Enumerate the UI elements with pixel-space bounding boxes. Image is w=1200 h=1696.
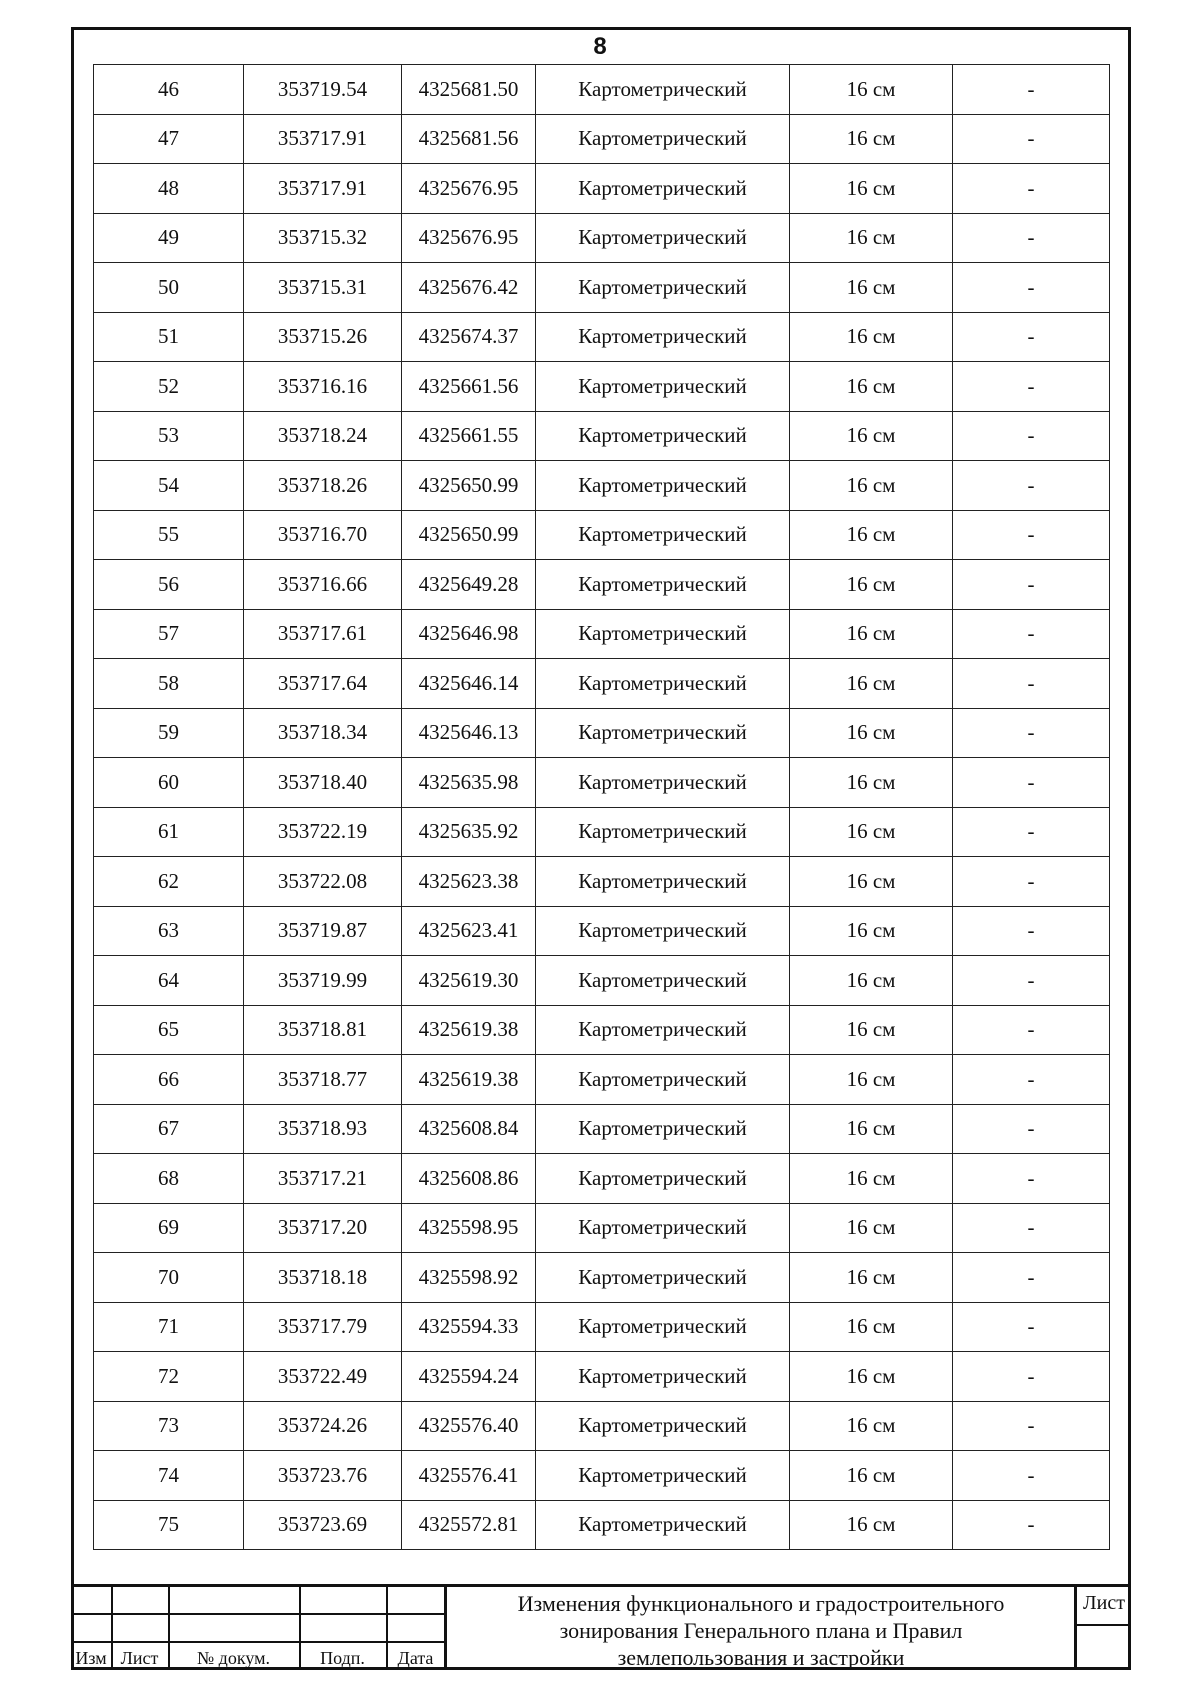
table-row (94, 807, 1110, 857)
x-coordinate-cell: 353718.18 (244, 1253, 402, 1303)
method-cell: Картометрический (536, 807, 790, 857)
y-coordinate-cell: 4325598.95 (402, 1203, 536, 1253)
method-cell: Картометрический (536, 1104, 790, 1154)
y-coordinate-cell: 4325646.14 (402, 659, 536, 709)
y-coordinate-cell: 4325619.38 (402, 1055, 536, 1105)
coordinates-table (93, 64, 1110, 1550)
x-coordinate-cell: 353723.76 (244, 1451, 402, 1501)
method-cell: Картометрический (536, 1055, 790, 1105)
method-cell: Картометрический (536, 164, 790, 214)
accuracy-cell: 16 см (790, 411, 953, 461)
method-cell: Картометрический (536, 312, 790, 362)
note-cell: - (953, 708, 1110, 758)
accuracy-cell: 16 см (790, 758, 953, 808)
document-title (447, 1590, 1075, 1671)
point-number-cell: 63 (94, 906, 244, 956)
point-number-cell: 51 (94, 312, 244, 362)
table-row (94, 857, 1110, 907)
x-coordinate-cell: 353716.70 (244, 510, 402, 560)
stamp-label-sheet: Лист (120, 1648, 159, 1668)
table-row (94, 1005, 1110, 1055)
point-number-cell: 69 (94, 1203, 244, 1253)
accuracy-cell: 16 см (790, 1500, 953, 1550)
note-cell: - (953, 1005, 1110, 1055)
note-cell: - (953, 609, 1110, 659)
table-row (94, 708, 1110, 758)
stamp-label-signature: Подп. (320, 1648, 365, 1668)
y-coordinate-cell: 4325649.28 (402, 560, 536, 610)
point-number-cell: 49 (94, 213, 244, 263)
method-cell: Картометрический (536, 1451, 790, 1501)
y-coordinate-cell: 4325608.86 (402, 1154, 536, 1204)
note-cell: - (953, 1154, 1110, 1204)
table-row (94, 1302, 1110, 1352)
x-coordinate-cell: 353716.66 (244, 560, 402, 610)
table-row (94, 164, 1110, 214)
point-number-cell: 57 (94, 609, 244, 659)
note-cell: - (953, 1104, 1110, 1154)
x-coordinate-cell: 353717.79 (244, 1302, 402, 1352)
y-coordinate-cell: 4325681.56 (402, 114, 536, 164)
y-coordinate-cell: 4325572.81 (402, 1500, 536, 1550)
note-cell: - (953, 560, 1110, 610)
method-cell: Картометрический (536, 1302, 790, 1352)
note-cell: - (953, 263, 1110, 313)
point-number-cell: 72 (94, 1352, 244, 1402)
x-coordinate-cell: 353722.49 (244, 1352, 402, 1402)
x-coordinate-cell: 353718.81 (244, 1005, 402, 1055)
stamp-label-change: Изм (75, 1648, 107, 1668)
x-coordinate-cell: 353715.31 (244, 263, 402, 313)
accuracy-cell: 16 см (790, 164, 953, 214)
accuracy-cell: 16 см (790, 1401, 953, 1451)
point-number-cell: 64 (94, 956, 244, 1006)
method-cell: Картометрический (536, 708, 790, 758)
y-coordinate-cell: 4325635.98 (402, 758, 536, 808)
y-coordinate-cell: 4325676.42 (402, 263, 536, 313)
x-coordinate-cell: 353718.34 (244, 708, 402, 758)
method-cell: Картометрический (536, 114, 790, 164)
table-row (94, 362, 1110, 412)
accuracy-cell: 16 см (790, 263, 953, 313)
method-cell: Картометрический (536, 1500, 790, 1550)
accuracy-cell: 16 см (790, 1055, 953, 1105)
y-coordinate-cell: 4325681.50 (402, 65, 536, 115)
accuracy-cell: 16 см (790, 807, 953, 857)
note-cell: - (953, 906, 1110, 956)
table-row (94, 1352, 1110, 1402)
accuracy-cell: 16 см (790, 1451, 953, 1501)
y-coordinate-cell: 4325619.38 (402, 1005, 536, 1055)
note-cell: - (953, 1451, 1110, 1501)
note-cell: - (953, 857, 1110, 907)
method-cell: Картометрический (536, 362, 790, 412)
sheet-label: Лист (1083, 1592, 1125, 1614)
method-cell: Картометрический (536, 758, 790, 808)
accuracy-cell: 16 см (790, 461, 953, 511)
y-coordinate-cell: 4325661.56 (402, 362, 536, 412)
note-cell: - (953, 65, 1110, 115)
x-coordinate-cell: 353718.26 (244, 461, 402, 511)
method-cell: Картометрический (536, 1401, 790, 1451)
point-number-cell: 55 (94, 510, 244, 560)
y-coordinate-cell: 4325646.13 (402, 708, 536, 758)
table-row (94, 510, 1110, 560)
point-number-cell: 73 (94, 1401, 244, 1451)
table-row (94, 1104, 1110, 1154)
y-coordinate-cell: 4325619.30 (402, 956, 536, 1006)
method-cell: Картометрический (536, 1154, 790, 1204)
x-coordinate-cell: 353718.93 (244, 1104, 402, 1154)
x-coordinate-cell: 353717.61 (244, 609, 402, 659)
method-cell: Картометрический (536, 956, 790, 1006)
point-number-cell: 50 (94, 263, 244, 313)
method-cell: Картометрический (536, 461, 790, 511)
point-number-cell: 56 (94, 560, 244, 610)
note-cell: - (953, 411, 1110, 461)
table-row (94, 956, 1110, 1006)
table-row (94, 312, 1110, 362)
table-row (94, 263, 1110, 313)
y-coordinate-cell: 4325576.40 (402, 1401, 536, 1451)
method-cell: Картометрический (536, 510, 790, 560)
method-cell: Картометрический (536, 213, 790, 263)
note-cell: - (953, 510, 1110, 560)
note-cell: - (953, 114, 1110, 164)
document-title-line-2: зонирования Генерального плана и Правил (559, 1618, 963, 1643)
point-number-cell: 58 (94, 659, 244, 709)
y-coordinate-cell: 4325623.38 (402, 857, 536, 907)
revision-grid (71, 1586, 445, 1670)
accuracy-cell: 16 см (790, 1352, 953, 1402)
method-cell: Картометрический (536, 1203, 790, 1253)
method-cell: Картометрический (536, 1005, 790, 1055)
point-number-cell: 47 (94, 114, 244, 164)
x-coordinate-cell: 353719.99 (244, 956, 402, 1006)
x-coordinate-cell: 353719.87 (244, 906, 402, 956)
point-number-cell: 67 (94, 1104, 244, 1154)
method-cell: Картометрический (536, 560, 790, 610)
accuracy-cell: 16 см (790, 659, 953, 709)
document-title-line-3: землепользования и застройки (617, 1645, 905, 1670)
x-coordinate-cell: 353718.40 (244, 758, 402, 808)
point-number-cell: 60 (94, 758, 244, 808)
table-row (94, 1253, 1110, 1303)
note-cell: - (953, 807, 1110, 857)
note-cell: - (953, 1055, 1110, 1105)
accuracy-cell: 16 см (790, 1104, 953, 1154)
accuracy-cell: 16 см (790, 1203, 953, 1253)
x-coordinate-cell: 353717.91 (244, 164, 402, 214)
accuracy-cell: 16 см (790, 906, 953, 956)
y-coordinate-cell: 4325623.41 (402, 906, 536, 956)
accuracy-cell: 16 см (790, 1302, 953, 1352)
sheet-number-box (1074, 1586, 1131, 1670)
table-row (94, 659, 1110, 709)
method-cell: Картометрический (536, 411, 790, 461)
method-cell: Картометрический (536, 659, 790, 709)
accuracy-cell: 16 см (790, 857, 953, 907)
note-cell: - (953, 461, 1110, 511)
table-row (94, 609, 1110, 659)
table-row (94, 114, 1110, 164)
x-coordinate-cell: 353724.26 (244, 1401, 402, 1451)
accuracy-cell: 16 см (790, 609, 953, 659)
x-coordinate-cell: 353716.16 (244, 362, 402, 412)
method-cell: Картометрический (536, 1253, 790, 1303)
method-cell: Картометрический (536, 263, 790, 313)
accuracy-cell: 16 см (790, 1154, 953, 1204)
x-coordinate-cell: 353717.91 (244, 114, 402, 164)
note-cell: - (953, 312, 1110, 362)
table-row (94, 213, 1110, 263)
accuracy-cell: 16 см (790, 560, 953, 610)
table-row (94, 758, 1110, 808)
table-row (94, 1401, 1110, 1451)
table-row (94, 1451, 1110, 1501)
table-row (94, 1203, 1110, 1253)
x-coordinate-cell: 353719.54 (244, 65, 402, 115)
point-number-cell: 54 (94, 461, 244, 511)
point-number-cell: 59 (94, 708, 244, 758)
table-row (94, 1154, 1110, 1204)
y-coordinate-cell: 4325594.33 (402, 1302, 536, 1352)
note-cell: - (953, 1302, 1110, 1352)
x-coordinate-cell: 353717.64 (244, 659, 402, 709)
y-coordinate-cell: 4325674.37 (402, 312, 536, 362)
accuracy-cell: 16 см (790, 510, 953, 560)
note-cell: - (953, 659, 1110, 709)
accuracy-cell: 16 см (790, 362, 953, 412)
y-coordinate-cell: 4325676.95 (402, 164, 536, 214)
point-number-cell: 70 (94, 1253, 244, 1303)
note-cell: - (953, 758, 1110, 808)
stamp-label-date: Дата (397, 1648, 434, 1668)
accuracy-cell: 16 см (790, 213, 953, 263)
y-coordinate-cell: 4325576.41 (402, 1451, 536, 1501)
note-cell: - (953, 362, 1110, 412)
x-coordinate-cell: 353717.21 (244, 1154, 402, 1204)
y-coordinate-cell: 4325646.98 (402, 609, 536, 659)
x-coordinate-cell: 353722.19 (244, 807, 402, 857)
table-row (94, 1055, 1110, 1105)
x-coordinate-cell: 353722.08 (244, 857, 402, 907)
note-cell: - (953, 1352, 1110, 1402)
note-cell: - (953, 1401, 1110, 1451)
y-coordinate-cell: 4325635.92 (402, 807, 536, 857)
point-number-cell: 61 (94, 807, 244, 857)
table-row (94, 1500, 1110, 1550)
accuracy-cell: 16 см (790, 114, 953, 164)
accuracy-cell: 16 см (790, 65, 953, 115)
x-coordinate-cell: 353723.69 (244, 1500, 402, 1550)
y-coordinate-cell: 4325676.95 (402, 213, 536, 263)
accuracy-cell: 16 см (790, 1005, 953, 1055)
point-number-cell: 65 (94, 1005, 244, 1055)
table-row (94, 461, 1110, 511)
y-coordinate-cell: 4325650.99 (402, 461, 536, 511)
y-coordinate-cell: 4325594.24 (402, 1352, 536, 1402)
note-cell: - (953, 1253, 1110, 1303)
method-cell: Картометрический (536, 65, 790, 115)
x-coordinate-cell: 353718.24 (244, 411, 402, 461)
accuracy-cell: 16 см (790, 956, 953, 1006)
note-cell: - (953, 1203, 1110, 1253)
point-number-cell: 52 (94, 362, 244, 412)
method-cell: Картометрический (536, 1352, 790, 1402)
accuracy-cell: 16 см (790, 312, 953, 362)
point-number-cell: 68 (94, 1154, 244, 1204)
accuracy-cell: 16 см (790, 1253, 953, 1303)
method-cell: Картометрический (536, 609, 790, 659)
table-row (94, 411, 1110, 461)
y-coordinate-cell: 4325598.92 (402, 1253, 536, 1303)
point-number-cell: 53 (94, 411, 244, 461)
point-number-cell: 46 (94, 65, 244, 115)
y-coordinate-cell: 4325608.84 (402, 1104, 536, 1154)
x-coordinate-cell: 353715.26 (244, 312, 402, 362)
table-row (94, 65, 1110, 115)
x-coordinate-cell: 353715.32 (244, 213, 402, 263)
table-row (94, 906, 1110, 956)
note-cell: - (953, 164, 1110, 214)
note-cell: - (953, 213, 1110, 263)
point-number-cell: 66 (94, 1055, 244, 1105)
point-number-cell: 74 (94, 1451, 244, 1501)
x-coordinate-cell: 353717.20 (244, 1203, 402, 1253)
point-number-cell: 62 (94, 857, 244, 907)
point-number-cell: 48 (94, 164, 244, 214)
y-coordinate-cell: 4325661.55 (402, 411, 536, 461)
document-title-line-1: Изменения функционального и градостроительного (517, 1591, 1005, 1616)
table-row (94, 560, 1110, 610)
method-cell: Картометрический (536, 906, 790, 956)
note-cell: - (953, 1500, 1110, 1550)
method-cell: Картометрический (536, 857, 790, 907)
note-cell: - (953, 956, 1110, 1006)
accuracy-cell: 16 см (790, 708, 953, 758)
y-coordinate-cell: 4325650.99 (402, 510, 536, 560)
stamp-label-document-number: № докум. (197, 1648, 270, 1668)
x-coordinate-cell: 353718.77 (244, 1055, 402, 1105)
point-number-cell: 71 (94, 1302, 244, 1352)
point-number-cell: 75 (94, 1500, 244, 1550)
page-number: 8 (593, 33, 607, 60)
